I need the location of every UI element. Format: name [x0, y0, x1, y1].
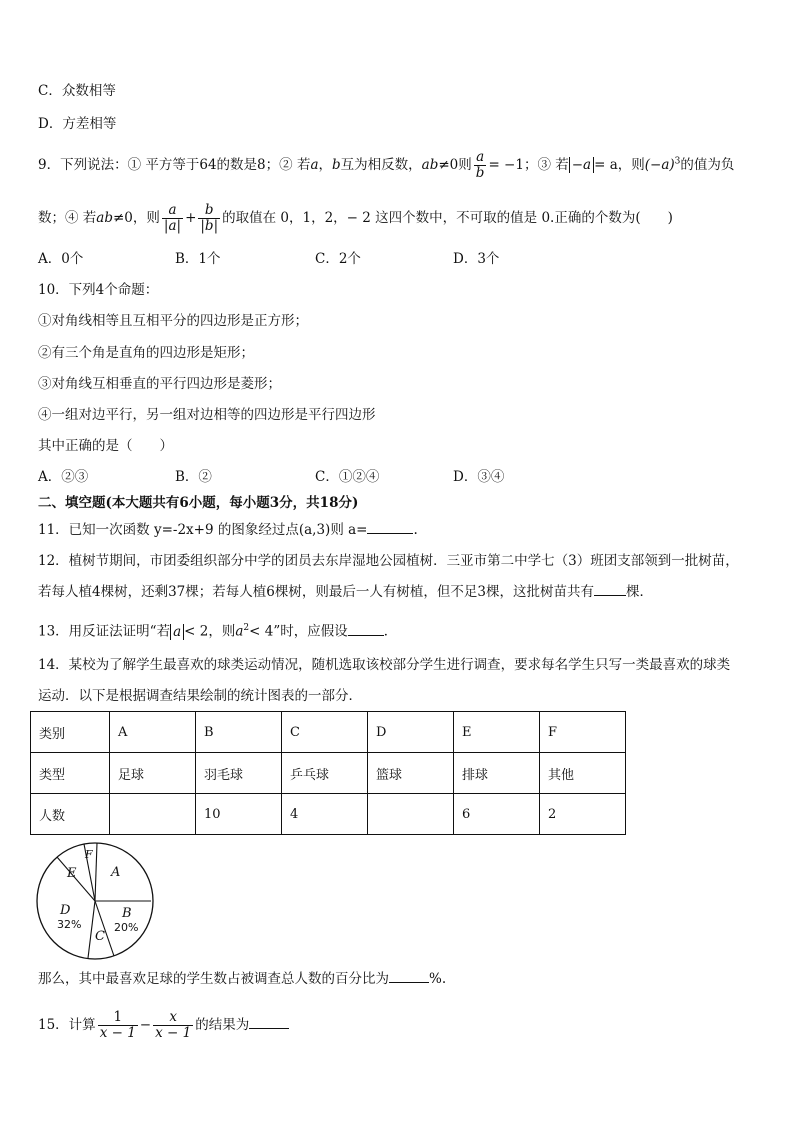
pie-chart — [33, 838, 161, 966]
table-cell: 人数 — [31, 794, 110, 835]
q14-line1: 14．某校为了解学生最喜欢的球类运动情况，随机选取该校部分学生进行调查，要求每名学生只写一类最喜欢的球类 — [38, 657, 731, 673]
q8-option-d: D．方差相等 — [38, 116, 117, 132]
q10-item-1: ①对角线相等且互相平分的四边形是正方形； — [38, 313, 308, 329]
pie-label-c: C — [95, 929, 105, 944]
table-cell: A — [110, 712, 196, 753]
q8-option-c: C．众数相等 — [38, 83, 116, 99]
q9-option-a: A．0个 — [38, 251, 84, 267]
q10-item-4: ④一组对边平行，另一组对边相等的四边形是平行四边形 — [38, 407, 376, 423]
pie-label-e: E — [67, 866, 77, 881]
q10-option-d: D．③④ — [453, 469, 505, 485]
table-cell: C — [282, 712, 368, 753]
table-row — [31, 712, 626, 753]
q9-line2: 数；④ 若ab≠0，则 $\frac{a}{|a|}$ + $\frac{b}{|b|}$ 的取值在 0，1，2，− 2 这四个数中，不可取的值是 0.正确的个数为( ) — [38, 202, 673, 234]
q14-after: 那么，其中最喜欢足球的学生数占被调查总人数的百分比为 %. — [38, 971, 447, 987]
table-cell: B — [196, 712, 282, 753]
table-cell: D — [368, 712, 454, 753]
table-cell: 其他 — [540, 753, 626, 794]
table-cell: 类别 — [31, 712, 110, 753]
q10-item-2: ②有三个角是直角的四边形是矩形； — [38, 345, 254, 361]
abs-neg-a: −a — [569, 157, 594, 173]
table-cell: 类型 — [31, 753, 110, 794]
q10-item-3: ③对角线互相垂直的平行四边形是菱形； — [38, 376, 281, 392]
pie-pct-d: 32% — [57, 918, 82, 931]
fraction-x-over-x-minus-1: $\frac{x}{x - 1}$ — [155, 1009, 192, 1041]
survey-table — [30, 711, 626, 835]
table-cell: F — [540, 712, 626, 753]
q15: 15．计算 $\frac{1}{x - 1}$ − $\frac{x}{x - 1}$ 的结果为 — [38, 1010, 289, 1041]
fraction-1-over-x-minus-1: $\frac{1}{x - 1}$ — [99, 1009, 136, 1041]
pie-label-a: A — [111, 865, 121, 880]
table-cell — [110, 794, 196, 835]
fraction-a-over-b: $\frac{a}{b}$ — [475, 149, 485, 181]
table-cell: 10 — [196, 794, 282, 835]
fraction-b-over-abs-b: $\frac{b}{|b|}$ — [200, 202, 219, 234]
q14-line2: 运动．以下是根据调查结果绘制的统计图表的一部分． — [38, 688, 362, 704]
q9-line1: 9．下列说法：① 平方等于64的数是8；② 若a，b互为相反数，ab≠0则 $\frac{a}{b}$ = −1；③ 若 −a = a，则$(-a)^3$的值为负 — [38, 149, 735, 181]
pie-pct-b: 20% — [114, 921, 139, 934]
q12-line1: 12．植树节期间，市团委组织部分中学的团员去东岸湿地公园植树．三亚市第二中学七（3）班团支部领到一批树苗， — [38, 553, 739, 569]
table-row — [31, 794, 626, 835]
table-cell: 2 — [540, 794, 626, 835]
table-cell: 羽毛球 — [196, 753, 282, 794]
q10-option-c: C．①②④ — [315, 469, 380, 485]
answer-blank — [348, 635, 384, 636]
table-cell — [368, 794, 454, 835]
table-cell: E — [454, 712, 540, 753]
table-cell: 6 — [454, 794, 540, 835]
q10-option-a: A．②③ — [38, 469, 89, 485]
q9-option-c: C．2个 — [315, 251, 361, 267]
q10-stem: 10．下列4个命题： — [38, 282, 159, 298]
q9-option-d: D．3个 — [453, 251, 500, 267]
pie-label-d: D — [60, 903, 71, 918]
answer-blank — [594, 595, 626, 596]
table-cell: 排球 — [454, 753, 540, 794]
table-cell: 乒乓球 — [282, 753, 368, 794]
table-row — [31, 753, 626, 794]
fraction-a-over-abs-a: $\frac{a}{|a|}$ — [163, 202, 182, 234]
section-heading: 二、填空题(本大题共有6小题，每小题3分，共18分) — [38, 495, 359, 511]
answer-blank — [389, 982, 429, 983]
q10-ask: 其中正确的是（ ） — [38, 438, 173, 454]
table-cell: 篮球 — [368, 753, 454, 794]
q12-line2: 若每人植4棵树，还剩37棵；若每人植6棵树，则最后一人有树植，但不足3棵，这批树苗共有 棵． — [38, 584, 653, 600]
q10-option-b: B．② — [175, 469, 212, 485]
q11: 11．已知一次函数 y=-2x+9 的图象经过点(a,3)则 a= . — [38, 522, 418, 538]
answer-blank — [249, 1028, 289, 1029]
table-cell: 4 — [282, 794, 368, 835]
pie-label-f: F — [85, 848, 93, 861]
table-cell: 足球 — [110, 753, 196, 794]
answer-blank — [367, 533, 413, 534]
pie-label-b: B — [122, 906, 132, 921]
q9-option-b: B．1个 — [175, 251, 221, 267]
q13: 13．用反证法证明“若 a < 2，则$a^2< 4$”时，应假设 ． — [38, 623, 398, 640]
